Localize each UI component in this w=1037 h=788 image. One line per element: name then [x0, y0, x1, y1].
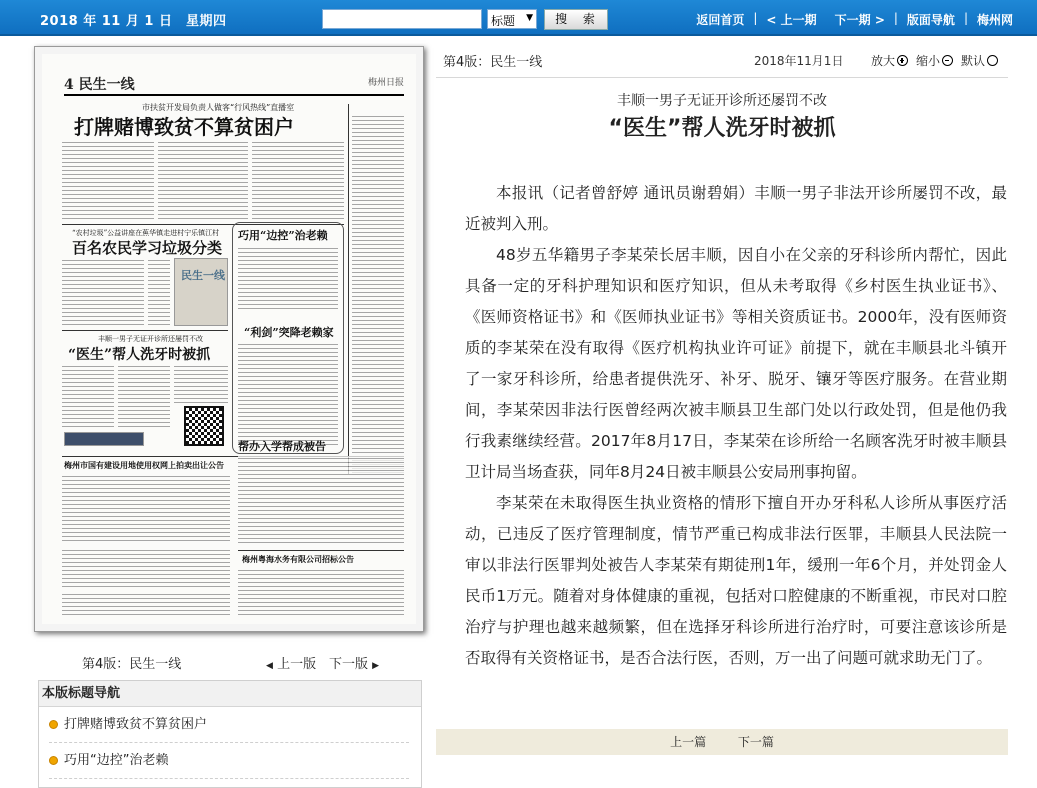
text-block [62, 592, 230, 616]
column-rule [62, 330, 228, 331]
nav-separator: | [753, 11, 758, 25]
text-block [118, 364, 170, 430]
search-field-select[interactable] [487, 9, 537, 29]
article-date: 2018年11月1日 [754, 54, 844, 68]
next-page-label: 下一版 [329, 657, 369, 672]
nav-home-link[interactable]: 返回首页 [696, 13, 745, 27]
text-block [238, 568, 404, 616]
text-block [252, 140, 344, 220]
dentist-subtitle[interactable]: 丰顺一男子无证开诊所还屡罚不改 [98, 335, 203, 343]
zoom-out-label: 缩小 [915, 54, 940, 68]
chevron-down-icon: ▼ [526, 13, 533, 23]
nav-site-link[interactable]: 梅州网 [976, 13, 1013, 27]
article-footer-nav [436, 729, 1008, 755]
top-nav [696, 11, 1013, 28]
zoom-out-icon [942, 55, 953, 66]
zoom-in-icon [897, 55, 908, 66]
masthead-mark: 梅州日报 [367, 78, 404, 88]
newspaper-page-image[interactable] [34, 46, 424, 632]
bullet-icon [49, 720, 58, 729]
article-kicker: 丰顺一男子无证开诊所还屡罚不改 [617, 93, 827, 109]
next-page-link[interactable] [329, 653, 379, 672]
learn-subtitle[interactable]: “农村垃圾”公益讲座在蕉华镇走进村宁乐镇江村 [72, 229, 220, 237]
page-header [64, 78, 404, 96]
qr-code [184, 406, 224, 446]
article-paragraph: 本报讯（记者曾舒婷 通讯员谢碧娟）丰顺一男子非法开诊所屡罚不改，最近被判入刑。 [465, 184, 1007, 233]
next-article-link[interactable]: 下一篇 [737, 735, 774, 749]
zoom-controls [871, 52, 998, 69]
brand-logo-text: 民生一线 [181, 269, 225, 282]
newspaper-page [42, 54, 416, 624]
nav-next-issue-link[interactable]: 下一期 > [834, 13, 885, 27]
article-paragraph: 李某荣在未取得医生执业资格的情形下擅自开办牙科私人诊所从事医疗活动，已违反了医疗管理制度，情节严重已构成非法行医罪，丰顺县人民法院一审以非法行医罪判处被告人李某荣有期徒刑1年，缓刑一年6个月，并处罚金人民币1万元。随着对身体健康的重视，包括对口腔健康的不断重视，市民对口腔治疗与护理也越来越频繁，但在选择牙科诊所进行治疗时，可要注意该诊所是否取得有关资格证书，是否合法行医，否则，万一出了问题可就求助无门了。 [465, 494, 1007, 667]
current-page-label: 第4版：民生一线 [82, 657, 182, 672]
article-title: “医生”帮人洗牙时被抓 [608, 116, 836, 141]
column-rule [238, 550, 404, 551]
title-nav-item-label: 打牌赌博致贫不算贫困户 [64, 716, 208, 732]
search-input[interactable] [322, 9, 482, 29]
title-nav-item-label: 巧用“边控”治老赖 [64, 752, 169, 768]
title-nav-heading: 本版标题导航 [39, 681, 421, 707]
brand-logo-box [174, 258, 228, 326]
learn-headline[interactable]: 百名农民学习垃圾分类 [72, 239, 223, 257]
zoom-default-button[interactable] [961, 52, 998, 69]
banner-image [64, 432, 144, 446]
nav-page-nav-link[interactable]: 版面导航 [906, 13, 955, 27]
zoom-in-button[interactable] [871, 52, 908, 69]
lead-headline[interactable]: 打牌赌博致贫不算贫困户 [74, 115, 294, 139]
text-block [62, 474, 230, 544]
text-block [62, 364, 114, 430]
zoom-in-label: 放大 [870, 54, 895, 68]
dentist-headline[interactable]: “医生”帮人洗牙时被抓 [68, 347, 211, 363]
text-block [62, 258, 144, 326]
zoom-out-button[interactable] [916, 52, 953, 69]
notice-headline-1[interactable]: 梅州市国有建设用地使用权网上拍卖出让公告 [64, 460, 224, 470]
page-title-nav [38, 680, 422, 788]
bullet-icon [49, 756, 58, 765]
zoom-default-label: 默认 [960, 54, 985, 68]
article-page-label: 第4版：民生一线 [443, 55, 543, 70]
prev-article-link[interactable]: 上一篇 [670, 735, 707, 749]
article-toolbar [436, 44, 1008, 78]
caret-left-icon: ◀ [266, 661, 273, 671]
side-headline-3[interactable]: 帮办入学帮成被告 [238, 440, 326, 453]
nav-separator: | [963, 11, 968, 25]
search-field-label: 标题 [491, 14, 516, 28]
text-block [158, 140, 248, 220]
prev-page-link[interactable] [266, 653, 316, 672]
text-block [238, 246, 338, 310]
nav-prev-issue-link[interactable]: < 上一期 [766, 13, 817, 27]
text-block [352, 114, 404, 474]
title-nav-item[interactable] [49, 707, 409, 743]
text-block [62, 548, 230, 588]
side-headline-1[interactable]: 巧用“边控”治老赖 [238, 229, 328, 242]
title-nav-item[interactable] [49, 743, 409, 779]
column-rule [348, 104, 349, 474]
top-bar [0, 0, 1037, 36]
search-button[interactable]: 搜 索 [544, 9, 608, 30]
nav-separator: | [893, 11, 898, 25]
text-block [62, 140, 154, 220]
text-block [174, 364, 228, 404]
caret-right-icon: ▶ [372, 661, 380, 671]
page-name: 4 民生一线 [64, 77, 135, 93]
issue-date: 2018 年 11 月 1 日 星期四 [40, 14, 227, 29]
text-block [238, 456, 404, 546]
text-block [238, 342, 338, 448]
prev-page-label: 上一版 [277, 657, 317, 672]
notice-headline-2[interactable]: 梅州粤海水务有限公司招标公告 [242, 554, 354, 564]
article-body [465, 178, 1007, 674]
article-paragraph: 48岁五华籍男子李某荣长居丰顺，因自小在父亲的牙科诊所内帮忙，因此具备一定的牙科护理知识和医疗知识，但从未考取得《乡村医生执业证书》、《医师资格证书》和《医师执业证书》等相关资质证书。2000年，没有医师资质的李某荣在没有取得《医疗机构执业许可证》前提下，就在丰顺县北斗镇开了一家牙科诊所，给患者提供洗牙、补牙、脱牙、镶牙等医疗服务。在营业期间，李某荣因非法行医曾经两次被丰顺县卫生部门处以行政处罚，但是他仍我行我素继续经营。2017年8月17日，李某荣在诊所给一名顾客洗牙时被丰顺县卫计局当场查获，同年8月24日被丰顺县公安局刑事拘留。 [465, 246, 1007, 481]
side-headline-2[interactable]: “利剑”突降老赖家 [244, 326, 334, 339]
radio-icon [987, 55, 998, 66]
lead-subtitle[interactable]: 市扶贫开发局负责人做客“行风热线”直播室 [142, 103, 295, 112]
text-block [148, 258, 170, 326]
